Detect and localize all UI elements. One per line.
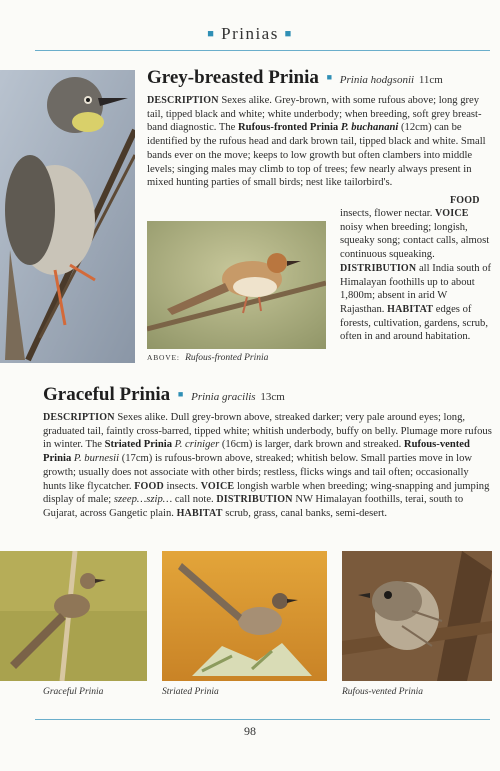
striated-sci: P. criniger xyxy=(174,439,220,451)
header-bullet-icon: ■ xyxy=(284,28,293,40)
voice-call: szeep…szip… xyxy=(113,494,173,506)
caption-rufous-vented: Rufous-vented Prinia xyxy=(342,687,423,697)
species-name: Grey-breasted Prinia xyxy=(147,67,319,88)
graceful-description xyxy=(43,411,492,521)
food-text: insects, flower nectar. xyxy=(340,208,433,219)
label-distribution: DISTRIBUTION xyxy=(340,262,417,274)
grey-details-column xyxy=(340,207,492,344)
rufous-vented-name: Rufous-vented Prinia xyxy=(43,439,470,465)
page-number: 98 xyxy=(244,724,256,738)
label-description: DESCRIPTION xyxy=(147,95,219,106)
caption-graceful: Graceful Prinia xyxy=(43,687,104,697)
rufous-vented-sci: P. burnesii xyxy=(73,453,120,465)
label-distribution: DISTRIBUTION xyxy=(216,494,293,506)
photo-graceful-prinia xyxy=(0,551,147,681)
title-bullet-icon: ■ xyxy=(177,389,184,399)
header-rule xyxy=(35,50,490,51)
label-voice: VOICE xyxy=(435,208,469,219)
photo-striated-prinia xyxy=(162,551,327,681)
species-title-grey-breasted xyxy=(147,67,443,89)
rufous-fronted-sci: P. buchanani xyxy=(340,122,399,134)
desc-text-1: Sexes alike. Grey-brown, with some rufous above; long grey tail, tipped black and white; white underbody; when breeding, soft grey breast-band diagnostic. The xyxy=(147,95,482,134)
caption-label: ABOVE: xyxy=(147,353,180,362)
grey-food-label xyxy=(450,194,480,208)
desc-text-2: (12cm) can be identified by the rufous head and dark brown tail, tipped black and white. Small bands ever on the move; keeps to low growth but often clambers into middle levels; singing males may climb to top of trees; few nearly always present in mixed hunting parties of small birds; nest like tailorbird's. xyxy=(147,122,486,189)
section-title: Prinias xyxy=(221,24,279,43)
caption-rufous-fronted xyxy=(147,353,268,363)
label-habitat: HABITAT xyxy=(176,507,223,519)
title-bullet-icon: ■ xyxy=(326,72,333,82)
label-food: FOOD xyxy=(134,480,164,492)
species-name: Graceful Prinia xyxy=(43,384,171,405)
grey-description xyxy=(147,94,492,190)
species-length: 13cm xyxy=(260,391,285,403)
label-habitat: HABITAT xyxy=(387,303,434,315)
photo-rufous-vented-prinia xyxy=(342,551,492,681)
label-voice: VOICE xyxy=(200,480,235,492)
food-text: insects. xyxy=(166,480,199,492)
species-title-graceful xyxy=(43,384,285,406)
caption-striated: Striated Prinia xyxy=(162,687,219,697)
photo-rufous-fronted-prinia xyxy=(147,221,326,349)
scientific-name: Prinia gracilis xyxy=(191,391,256,403)
desc-text-2: (16cm) is larger, dark brown and streaked. xyxy=(221,439,402,451)
voice-text: noisy when breeding; longish, squeaky song; contact calls, almost continuous squeaking. xyxy=(340,221,490,261)
label-food: FOOD xyxy=(450,195,480,206)
desc-text-3: (17cm) is rufous-brown above, streaked; whitish below. Small parties move in low growth; usually does not associate with other birds; restless, flicks wings and tail often; occasionally hunts like flycatcher. xyxy=(43,453,473,492)
photo-grey-breasted-prinia xyxy=(0,70,135,363)
striated-name: Striated Prinia xyxy=(104,439,172,451)
habitat-text: scrub, grass, canal banks, semi-desert. xyxy=(225,507,388,519)
species-length: 11cm xyxy=(418,74,443,86)
rufous-fronted-name: Rufous-fronted Prinia xyxy=(238,122,339,134)
distribution-text: all India south of Himalayan foothills up to about 1,800m; absent in arid W Rajasthan. xyxy=(340,262,492,315)
page-header xyxy=(0,24,500,44)
scientific-name: Prinia hodgsonii xyxy=(339,74,415,86)
habitat-text: edges of forests, cultivation, gardens, scrub, often in and around habitation. xyxy=(340,303,488,343)
caption-text: Rufous-fronted Prinia xyxy=(185,353,269,363)
voice-text-b: call note. xyxy=(174,494,214,506)
footer-rule xyxy=(35,719,490,720)
label-description: DESCRIPTION xyxy=(43,412,115,423)
distribution-text: NW Himalayan foothills, terai, south to Gujarat, across Gangetic plain. xyxy=(43,494,464,519)
header-bullet-icon: ■ xyxy=(207,28,216,40)
voice-text-a: longish warble when breeding; wing-snapping and jumping display of male; xyxy=(43,480,490,506)
desc-text-1: Sexes alike. Dull grey-brown above, streaked darker; very pale around eyes; long, graduated tail, faintly cross-barred, tipped white; whitish underbody, buffy on belly. Plumage more rufous in winter. The xyxy=(43,412,492,451)
